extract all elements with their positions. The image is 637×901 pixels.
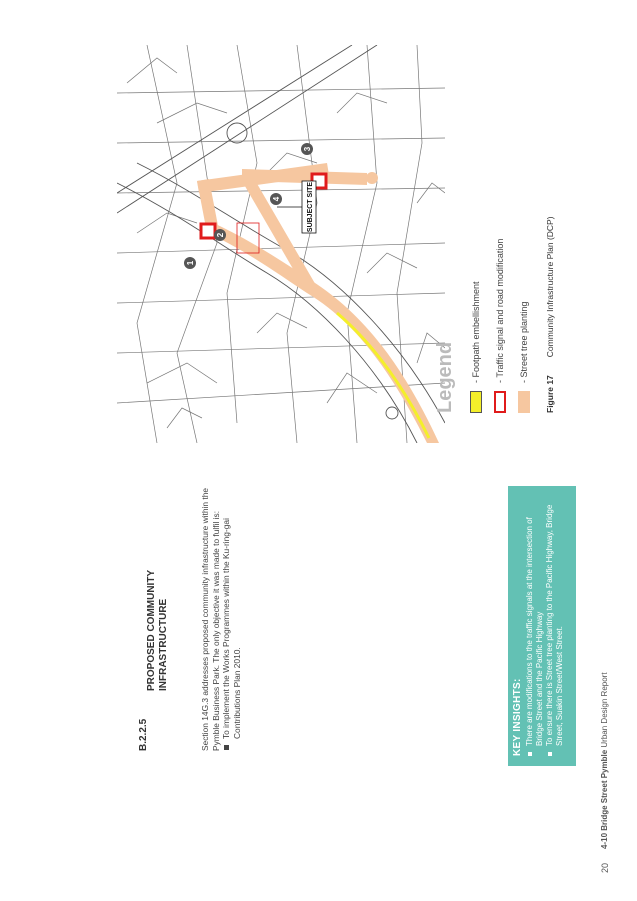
marker-label: 4 (272, 196, 281, 202)
legend-item-footpath (470, 281, 482, 413)
legend-item-traffic-signal (494, 239, 506, 413)
marker-label: 2 (216, 232, 225, 238)
community-infrastructure-map (117, 45, 445, 443)
figure-caption-text: Community Infrastructure Plan (DCP) (545, 216, 555, 358)
legend-title: Legend (434, 341, 456, 413)
map-graphic (117, 45, 445, 443)
legend-label: - Footpath embellishment (471, 281, 481, 383)
footer-doc-subtitle: Urban Design Report (600, 672, 609, 748)
subject-site-label: SUBJECT SITE (307, 181, 314, 233)
page-footer (600, 672, 610, 873)
marker-label: 3 (303, 146, 312, 152)
key-insights-list (525, 496, 565, 756)
key-insights-box (508, 486, 576, 766)
figure-caption (545, 216, 555, 413)
marker-label: 1 (186, 260, 195, 266)
legend-item-tree-planting (518, 301, 530, 413)
orange-swatch (518, 391, 530, 413)
section-number: B.2.2.5 (138, 718, 149, 751)
section-title: PROPOSED COMMUNITY INFRASTRUCTURE (146, 570, 169, 691)
legend-label: - Traffic signal and road modification (495, 238, 505, 383)
key-insights-title: KEY INSIGHTS: (512, 678, 523, 756)
section-bullet-list (221, 481, 242, 751)
legend-label: - Street tree planting (519, 301, 529, 383)
traffic-signal-1 (201, 224, 215, 238)
section-paragraph: Section 14G.3 addresses proposed community infrastructure within the Pymble Business Park. The only objective it was made to fulfil is: (200, 487, 221, 751)
key-insight-item: There are modifications to the traffic signals at the intersection of Bridge Street and the Pacific Highway (525, 496, 545, 746)
key-insight-item: To ensure there is Street tree planting to the Pacific Highway, Bridge Street, Suakin Street/West Street. (545, 496, 565, 746)
section-body (200, 481, 242, 751)
yellow-swatch (470, 391, 482, 413)
figure-number: Figure 17 (545, 375, 555, 413)
section-bullet: To implement the Works Programmes within the Ku-ring-gai Contributions Plan 2010. (221, 481, 242, 739)
red-outline-swatch (494, 391, 506, 413)
page-number: 20 (600, 862, 610, 873)
footer-doc-title: 4-10 Bridge Street Pymble (600, 749, 609, 849)
